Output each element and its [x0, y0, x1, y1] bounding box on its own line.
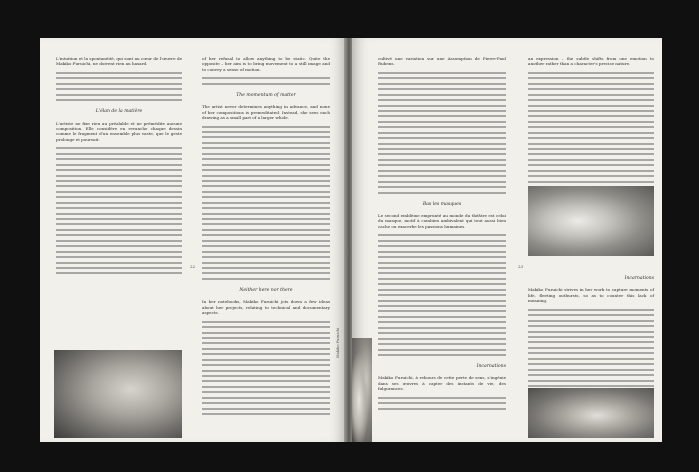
- body-paragraph: Makiko Furuichi strives in her work to capture moments of life, fleeting outbursts, so as to counter this lack of meaning.: [528, 287, 654, 304]
- artwork-photo: [54, 350, 182, 438]
- section-heading: Incarnations: [476, 363, 506, 369]
- artwork-photo: [528, 388, 654, 438]
- page-number: 23: [518, 264, 524, 269]
- section-heading: Bas les masques: [422, 201, 462, 207]
- book-spread: [40, 38, 662, 442]
- page-number: 22: [190, 264, 196, 269]
- right-column-french: [378, 56, 506, 413]
- section-heading: The momentum of matter: [236, 92, 296, 98]
- section-heading: L'élan de la matière: [95, 109, 143, 115]
- section-heading: Incarnations: [624, 276, 654, 281]
- intro-paragraph: L'intuition et la spontanéité, qui sont au cœur de l'œuvre de Makiko Furuichi, ne doivent rien au hasard.: [56, 56, 182, 67]
- body-paragraph: In her notebooks, Makiko Furuichi jots down a few ideas about her projects, relating to technical and documentary aspects.: [202, 299, 330, 316]
- artwork-photo: [528, 186, 654, 256]
- right-column-english: [528, 56, 654, 186]
- body-paragraph: Makiko Furuichi, à rebours de cette perte de sens, s'ingénie dans ses œuvres à capter des instants de vie, des fulgurances.: [378, 375, 506, 392]
- lead-paragraph: cultivé une variation sur une Assomption de Pierre-Paul Rubens.: [378, 56, 506, 67]
- body-paragraph: L'artiste ne fixe rien au préalable et ne prémédite aucune composition. Elle considère en revanche chaque dessin comme le fragment d'un ensemble plus vaste, que le geste prolonge et poursuit.: [56, 120, 182, 142]
- left-column-french: [56, 56, 182, 278]
- section-heading: Neither here nor there: [239, 287, 293, 293]
- artwork-photo-edge: [352, 338, 372, 442]
- right-page: [352, 38, 662, 442]
- right-column-english-lower: [528, 268, 654, 390]
- left-page: [40, 38, 346, 442]
- lead-paragraph: an expression – the subtle shifts from one emotion to another rather than a character's precise nature.: [528, 56, 654, 67]
- left-column-english: [202, 56, 330, 419]
- lead-paragraph: of her refusal to allow anything to be static. Quite the opposite – her aim is to bring movement to a still image and to convey a sense of motion.: [202, 56, 330, 72]
- running-head: Makiko Furuichi: [336, 327, 340, 358]
- body-paragraph: The artist never determines anything in advance, and none of her compositions is premeditated. Instead, she sees each drawing as a small part of a larger whole.: [202, 104, 330, 121]
- body-paragraph: Le second emblème emprunté au monde du théâtre est celui du masque, motif à combien ambivalent qui tout aussi bien cache ou exacerbe les passions humaines.: [378, 212, 506, 229]
